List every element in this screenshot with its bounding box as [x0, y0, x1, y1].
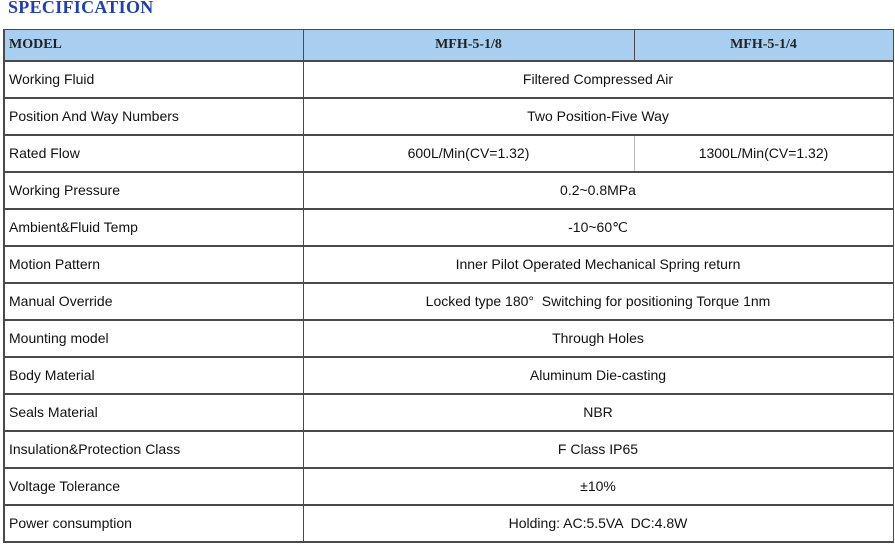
row-label: Manual Override [4, 283, 303, 320]
row-value: Aluminum Die-casting [303, 357, 893, 394]
table-row-insulation-class [4, 431, 893, 468]
row-value-mfh-5-1-8: 600L/Min(CV=1.32) [303, 135, 634, 172]
table-row-motion-pattern [4, 246, 893, 283]
page-title: SPECIFICATION [8, 0, 154, 17]
table-row-voltage-tolerance [4, 468, 893, 505]
header-model: MODEL [4, 30, 303, 61]
row-label: Motion Pattern [4, 246, 303, 283]
header-mfh-5-1-8: MFH-5-1/8 [303, 30, 634, 61]
row-value: Two Position-Five Way [303, 98, 893, 135]
row-label: Rated Flow [4, 135, 303, 172]
row-label: Seals Material [4, 394, 303, 431]
row-label: Working Fluid [4, 61, 303, 98]
row-value: ±10% [303, 468, 893, 505]
table-row-body-material [4, 357, 893, 394]
row-value: 0.2~0.8MPa [303, 172, 893, 209]
table-row-power-consumption [4, 505, 893, 542]
table-row-working-fluid [4, 61, 893, 98]
row-value: NBR [303, 394, 893, 431]
row-value: Holding: AC:5.5VA DC:4.8W [303, 505, 893, 542]
table-row-ambient-temp [4, 209, 893, 246]
specification-table [3, 29, 894, 543]
table-row-manual-override [4, 283, 893, 320]
row-value: Locked type 180° Switching for positioning Torque 1nm [303, 283, 893, 320]
table-row-position-way [4, 98, 893, 135]
row-value: Inner Pilot Operated Mechanical Spring return [303, 246, 893, 283]
row-value: F Class IP65 [303, 431, 893, 468]
row-value-mfh-5-1-4: 1300L/Min(CV=1.32) [634, 135, 893, 172]
row-label: Voltage Tolerance [4, 468, 303, 505]
row-label: Working Pressure [4, 172, 303, 209]
table-header-row [4, 30, 893, 61]
row-label: Body Material [4, 357, 303, 394]
row-label: Mounting model [4, 320, 303, 357]
row-label: Position And Way Numbers [4, 98, 303, 135]
row-value: Through Holes [303, 320, 893, 357]
row-label: Ambient&Fluid Temp [4, 209, 303, 246]
row-value: -10~60℃ [303, 209, 893, 246]
table-row-mounting-model [4, 320, 893, 357]
row-value: Filtered Compressed Air [303, 61, 893, 98]
row-label: Insulation&Protection Class [4, 431, 303, 468]
table-row-seals-material [4, 394, 893, 431]
table-row-working-pressure [4, 172, 893, 209]
table-row-rated-flow [4, 135, 893, 172]
header-mfh-5-1-4: MFH-5-1/4 [634, 30, 893, 61]
row-label: Power consumption [4, 505, 303, 542]
